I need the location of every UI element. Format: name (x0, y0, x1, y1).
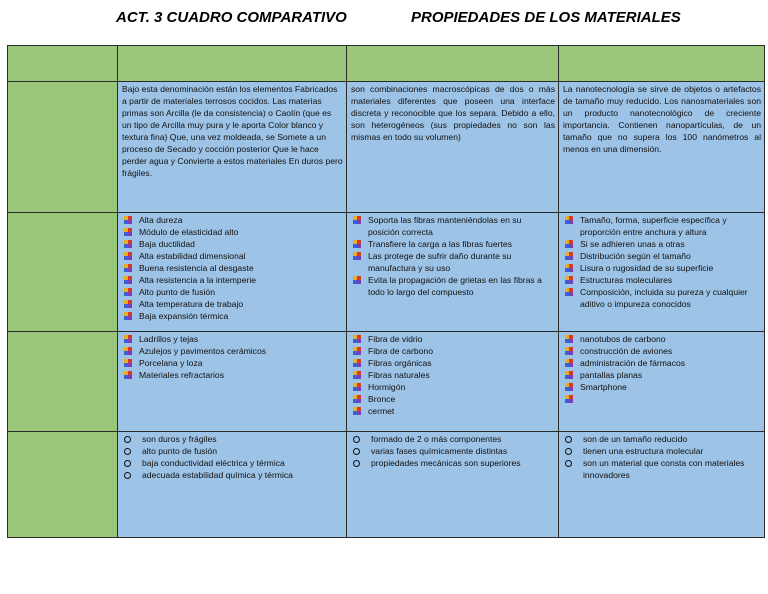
definition-nano: La nanotecnología se sirve de objetos o artefactos de tamaño muy reducido. Los nanosmateriales son un producto nanotecnológico de creciente importancia. Contienen nanopartículas, de un tamaño que no supera los 100 nanómetros al menos en una dimensión. (559, 82, 765, 213)
list-item (122, 469, 343, 481)
list-item (122, 433, 343, 445)
document-title: ACT. 3 CUADRO COMPARATIVO (116, 9, 347, 26)
list-item (563, 262, 761, 274)
properties-ceramic (118, 213, 347, 332)
four-color-square-icon (124, 371, 132, 379)
four-color-square-icon (124, 216, 132, 224)
list-item (351, 381, 555, 393)
four-color-square-icon (353, 252, 361, 260)
list-item-text: Baja ductilidad (139, 239, 195, 249)
examples-composite (347, 332, 559, 432)
four-color-square-icon (565, 383, 573, 391)
list-item-text: Azulejos y pavimentos cerámicos (139, 346, 267, 356)
list-item-text: alto punto de fusión (142, 446, 218, 456)
list-item (351, 457, 555, 469)
list-item (563, 357, 761, 369)
hollow-circle-icon (124, 472, 131, 479)
four-color-square-icon (565, 264, 573, 272)
list-item-text: pantallas planas (580, 370, 643, 380)
list-item (351, 250, 555, 274)
list-item-text: Alta estabilidad dimensional (139, 251, 246, 261)
header-row (8, 46, 765, 82)
characteristics-nano (559, 432, 765, 538)
four-color-square-icon (124, 288, 132, 296)
list-item (122, 357, 343, 369)
list-item (563, 238, 761, 250)
list-item-text: administración de fármacos (580, 358, 686, 368)
definition-ceramic: Bajo esta denominación están los elementos Fabricados a partir de materiales terrosos cocidos. Las materias primas son Arcilla (le da consistencia) o Caolín (que es un tipo de Arcilla muy pura y le aporta Color blanco y textura fina) Que, una vez moldeada, se Somete a un proceso de Secado y cocción posterior Que le hace perder agua y Convierte a estos materiales En duros pero frágiles. (118, 82, 347, 213)
list-item-text: Porcelana y loza (139, 358, 203, 368)
list-item (351, 214, 555, 238)
list-item (563, 250, 761, 262)
list-item-text: Las protege de sufrir daño durante su manufactura y su uso (368, 251, 512, 273)
row-label-cell (8, 82, 118, 213)
hollow-circle-icon (353, 436, 360, 443)
four-color-square-icon (565, 347, 573, 355)
list-item-text: Módulo de elasticidad alto (139, 227, 239, 237)
four-color-square-icon (565, 335, 573, 343)
four-color-square-icon (124, 359, 132, 367)
four-color-square-icon (353, 216, 361, 224)
list-item (122, 298, 343, 310)
four-color-square-icon (124, 264, 132, 272)
characteristics-row (8, 432, 765, 538)
list-item (122, 345, 343, 357)
list-item-text: Transfiere la carga a las fibras fuertes (368, 239, 512, 249)
definition-composite: son combinaciones macroscópicas de dos o más materiales diferentes que poseen una interface discreta y reconocible que los separa. Debido a ello, son heterogéneos (sus propiedades no son las mismas en todo su volumen) (347, 82, 559, 213)
four-color-square-icon (124, 347, 132, 355)
examples-ceramic (118, 332, 347, 432)
list-item-text: construcción de aviones (580, 346, 673, 356)
list-item-text: Ladrillos y tejas (139, 334, 199, 344)
list-item (122, 250, 343, 262)
list-item-text: Lisura o rugosidad de su superficie (580, 263, 714, 273)
list-item-text: son un material que consta con materiales innovadores (583, 458, 745, 480)
list-item (563, 457, 761, 481)
list-item (563, 445, 761, 457)
list-item-text: Fibras orgánicas (368, 358, 432, 368)
list-item-text: Fibra de carbono (368, 346, 433, 356)
list-item-text: Evita la propagación de grietas en las fibras a todo lo largo del compuesto (368, 275, 542, 297)
four-color-square-icon (565, 252, 573, 260)
list-item-text: Fibras naturales (368, 370, 430, 380)
four-color-square-icon (124, 252, 132, 260)
list-item-text: Fibra de vidrio (368, 334, 423, 344)
four-color-square-icon (565, 359, 573, 367)
hollow-circle-icon (353, 448, 360, 455)
list-item (122, 262, 343, 274)
list-item-text: baja conductividad eléctrica y térmica (142, 458, 285, 468)
list-item (351, 345, 555, 357)
hollow-circle-icon (353, 460, 360, 467)
list-item (563, 433, 761, 445)
four-color-square-icon (353, 347, 361, 355)
list-item (563, 381, 761, 393)
four-color-square-icon (353, 395, 361, 403)
header-cell-label (8, 46, 118, 82)
list-item (563, 345, 761, 357)
four-color-square-icon (353, 383, 361, 391)
list-item (122, 214, 343, 226)
list-item-text: Materiales refractarios (139, 370, 225, 380)
four-color-square-icon (124, 228, 132, 236)
four-color-square-icon (353, 276, 361, 284)
four-color-square-icon (353, 359, 361, 367)
list-item-text: adecuada estabilidad química y térmica (142, 470, 293, 480)
list-item-text: Bronce (368, 394, 396, 404)
list-item (351, 393, 555, 405)
list-item (351, 238, 555, 250)
hollow-circle-icon (124, 436, 131, 443)
list-item-text: propiedades mecánicas son superiores (371, 458, 521, 468)
four-color-square-icon (124, 312, 132, 320)
list-item (122, 457, 343, 469)
list-item (351, 445, 555, 457)
hollow-circle-icon (565, 460, 572, 467)
characteristics-ceramic (118, 432, 347, 538)
four-color-square-icon (353, 407, 361, 415)
list-item (122, 445, 343, 457)
list-item-text: Buena resistencia al desgaste (139, 263, 254, 273)
four-color-square-icon (565, 395, 573, 403)
list-item (122, 274, 343, 286)
list-item-text: Smartphone (580, 382, 627, 392)
four-color-square-icon (565, 371, 573, 379)
list-item-text: formado de 2 o más componentes (371, 434, 502, 444)
list-item (563, 214, 761, 238)
list-item (351, 369, 555, 381)
list-item (122, 369, 343, 381)
row-label-cell (8, 213, 118, 332)
four-color-square-icon (124, 335, 132, 343)
list-item-text: nanotubos de carbono (580, 334, 666, 344)
list-item-text: Tamaño, forma, superficie específica y proporción entre anchura y altura (580, 215, 727, 237)
list-item (351, 333, 555, 345)
four-color-square-icon (124, 240, 132, 248)
four-color-square-icon (353, 371, 361, 379)
hollow-circle-icon (124, 448, 131, 455)
list-item (563, 274, 761, 286)
list-item-text: son duros y frágiles (142, 434, 217, 444)
header-cell-ceramic (118, 46, 347, 82)
row-label-cell (8, 332, 118, 432)
properties-nano (559, 213, 765, 332)
comparison-table (7, 45, 765, 538)
list-item (351, 433, 555, 445)
list-item-text: Soporta las fibras manteniéndolas en su posición correcta (368, 215, 522, 237)
list-item (563, 369, 761, 381)
list-item-text: Alta resistencia a la intemperie (139, 275, 257, 285)
properties-row (8, 213, 765, 332)
properties-composite (347, 213, 559, 332)
list-item-text: Composición, incluida su pureza y cualquier aditivo o impureza conocidos (580, 287, 748, 309)
examples-row (8, 332, 765, 432)
header-cell-nano (559, 46, 765, 82)
list-item (563, 333, 761, 345)
list-item (563, 286, 761, 310)
list-item-text: varias fases químicamente distintas (371, 446, 508, 456)
list-item (122, 310, 343, 322)
list-item-text: Alta temperatura de trabajo (139, 299, 244, 309)
document-subtitle: PROPIEDADES DE LOS MATERIALES (411, 9, 681, 26)
examples-nano (559, 332, 765, 432)
list-item-text: tienen una estructura molecular (583, 446, 704, 456)
list-item-text: Baja expansión térmica (139, 311, 229, 321)
header-cell-composite (347, 46, 559, 82)
list-item (351, 357, 555, 369)
characteristics-composite (347, 432, 559, 538)
four-color-square-icon (565, 276, 573, 284)
four-color-square-icon (565, 288, 573, 296)
list-item-text: Alto punto de fusión (139, 287, 215, 297)
list-item-text: Alta dureza (139, 215, 183, 225)
list-item-text: Distribución según el tamaño (580, 251, 691, 261)
list-item (122, 226, 343, 238)
list-item-text: Hormigón (368, 382, 406, 392)
four-color-square-icon (565, 240, 573, 248)
four-color-square-icon (353, 240, 361, 248)
list-item (122, 333, 343, 345)
list-item (122, 286, 343, 298)
four-color-square-icon (124, 276, 132, 284)
list-item (122, 238, 343, 250)
four-color-square-icon (565, 216, 573, 224)
hollow-circle-icon (565, 448, 572, 455)
hollow-circle-icon (565, 436, 572, 443)
list-item-text: Estructuras moleculares (580, 275, 673, 285)
definition-row (8, 82, 765, 213)
row-label-cell (8, 432, 118, 538)
hollow-circle-icon (124, 460, 131, 467)
four-color-square-icon (353, 335, 361, 343)
four-color-square-icon (124, 300, 132, 308)
list-item-text: son de un tamaño reducido (583, 434, 688, 444)
list-item (351, 274, 555, 298)
list-item-text: cermet (368, 406, 395, 416)
list-item (351, 405, 555, 417)
list-item-text: Si se adhieren unas a otras (580, 239, 685, 249)
